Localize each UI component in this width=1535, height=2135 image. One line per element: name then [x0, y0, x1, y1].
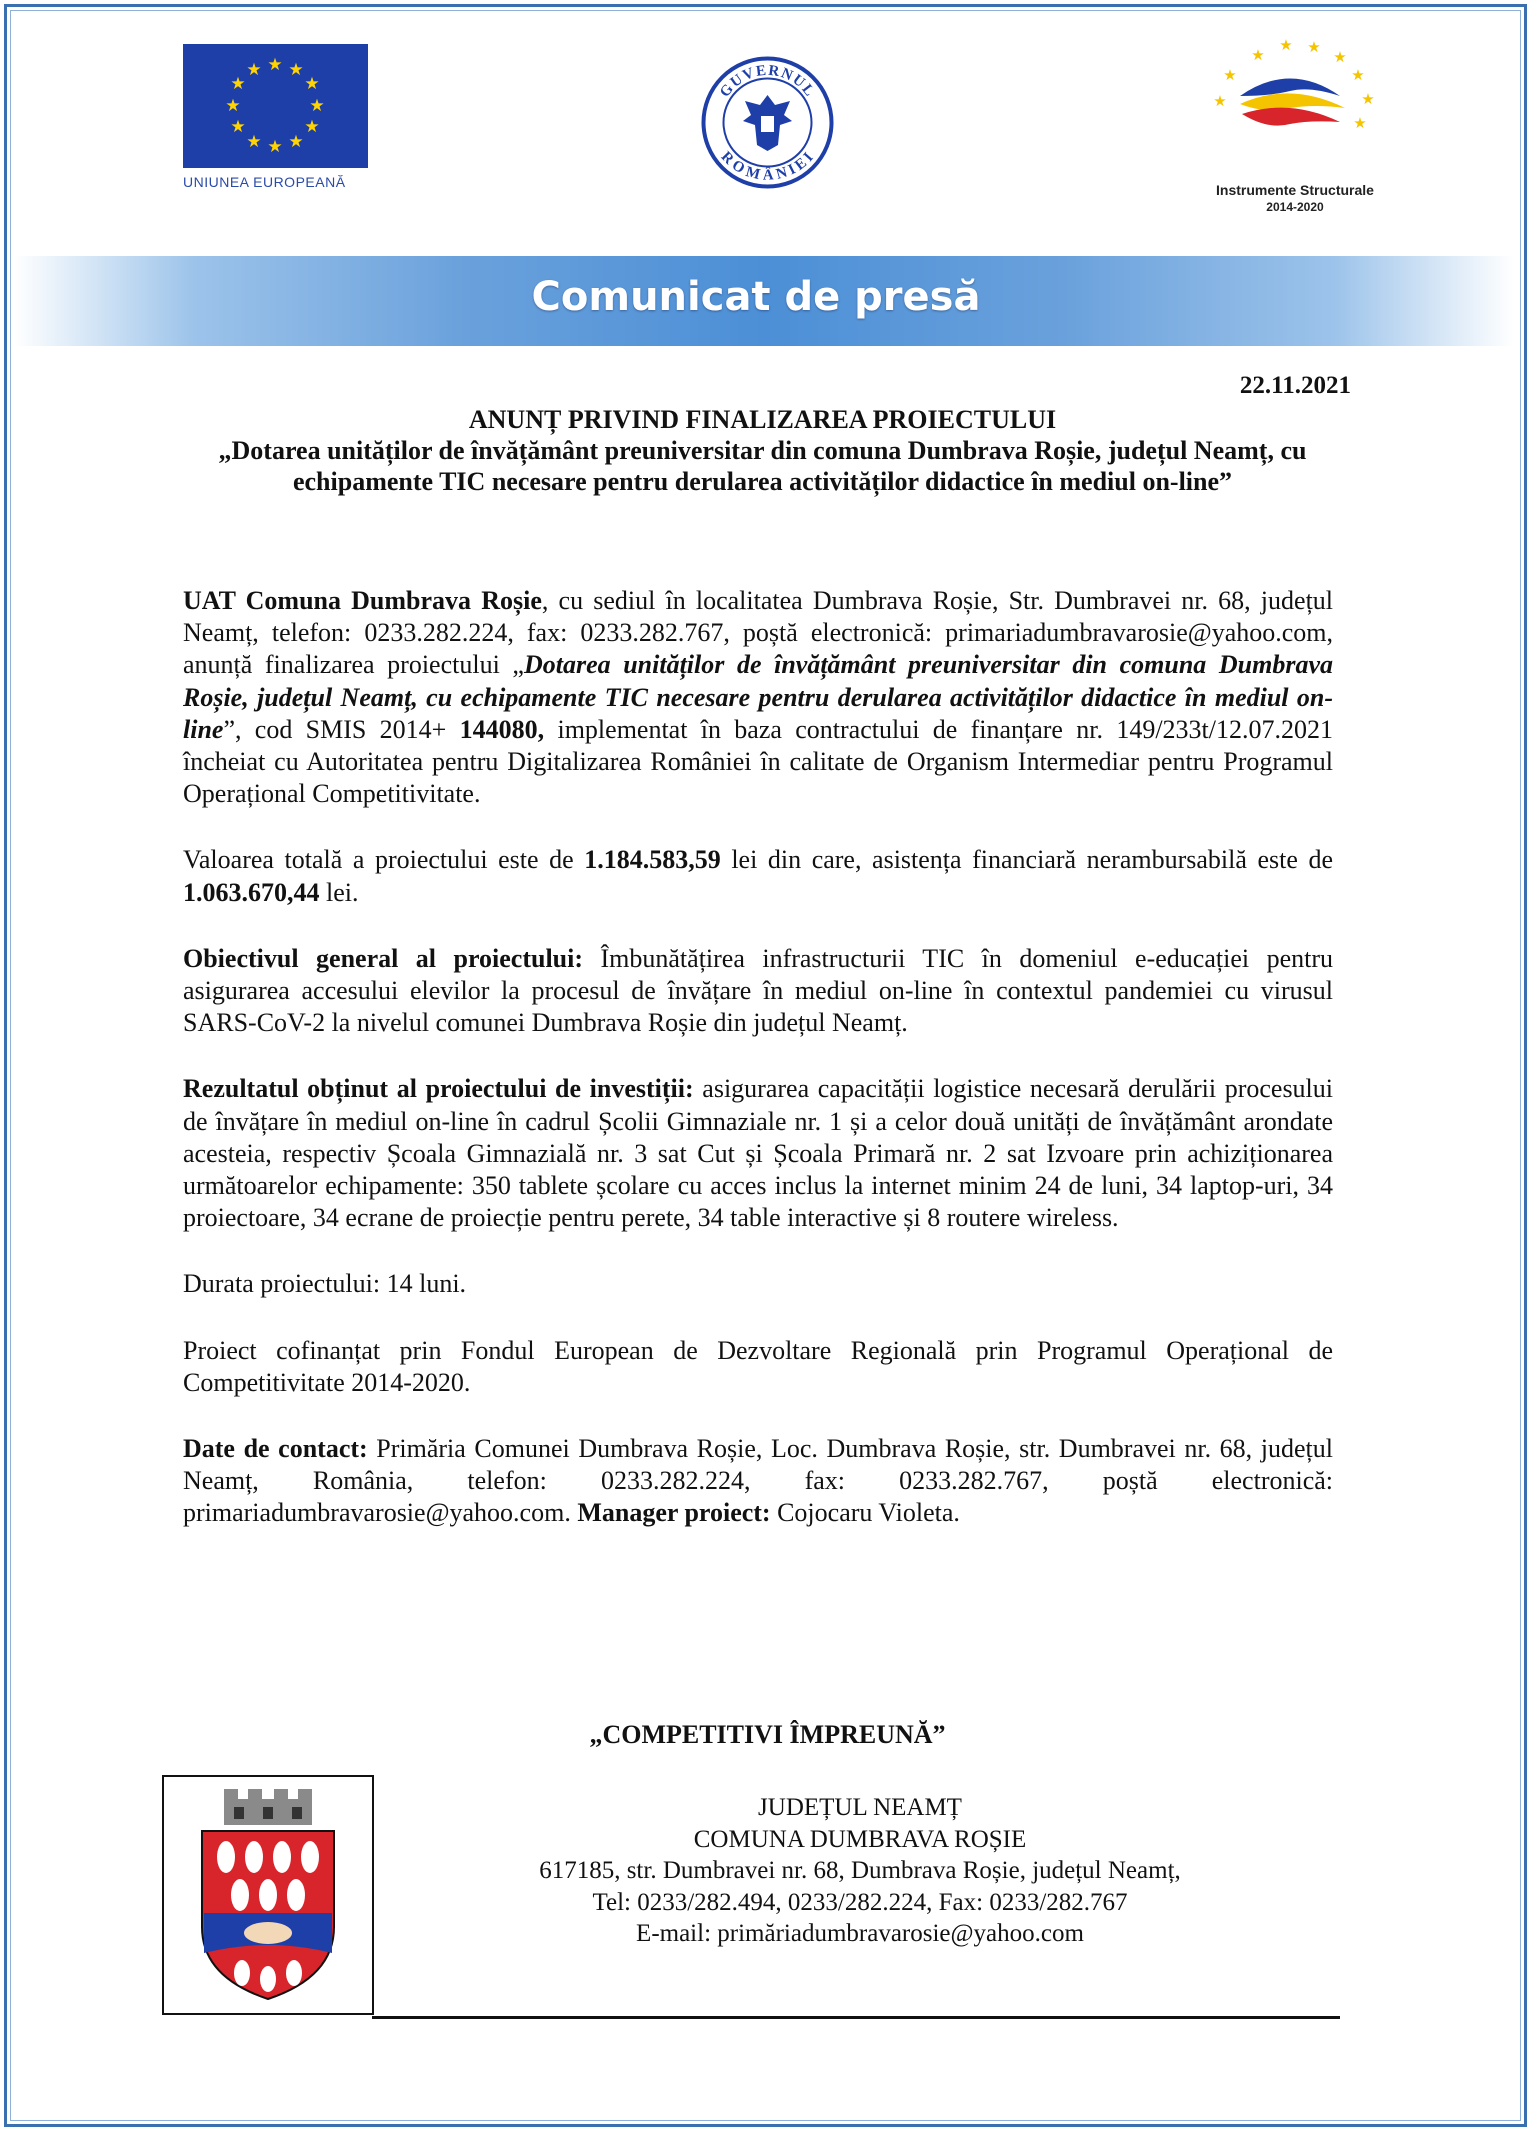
svg-text:★: ★ — [246, 60, 262, 80]
svg-text:★: ★ — [288, 132, 304, 152]
gov-seal-text-bottom: ROMÂNIEI — [717, 148, 818, 184]
paragraph-beneficiary — [183, 585, 1333, 810]
svg-text:★: ★ — [267, 137, 283, 157]
government-seal-icon — [700, 55, 835, 190]
p1-text-b: ”, cod SMIS 2014+ — [223, 714, 460, 744]
footer-divider — [372, 2016, 1340, 2019]
paragraph-objective — [183, 943, 1333, 1040]
p1-text-a: , cu sediul în localitatea Dumbrava Roșie, Str. Dumbravei nr. 68, județul Neamț, telefon: 0233.282.224, fax: 0233.282.767, poștă electronică: primariadumbravarosie@yahoo.com, anunță finalizarea proiectului „ — [183, 586, 1334, 680]
paragraph-cofinancing: Proiect cofinanțat prin Fondul European de Dezvoltare Regională prin Programul Operațional de Competitivitate 2014-2020. — [183, 1335, 1333, 1397]
commune-crest-box — [162, 1775, 374, 2015]
svg-text:★: ★ — [1251, 46, 1265, 64]
paragraph-duration: Durata proiectului: 14 luni. — [183, 1269, 467, 1299]
headline — [185, 404, 1340, 497]
beneficiary-name: UAT Comuna Dumbrava Roșie — [183, 586, 542, 615]
footer-commune: COMUNA DUMBRAVA ROȘIE — [693, 1825, 1027, 1853]
svg-text:★: ★ — [309, 96, 325, 116]
press-release-banner — [14, 256, 1514, 346]
slogan: „COMPETITIVI ÎMPREUNĂ” — [589, 1720, 946, 1749]
p1-text-c: implementat în baza contractului de finanțare nr. 149/233t/12.07.2021 încheiat cu Autoritatea pentru Digitalizarea României în calitate de Organism Intermediar pentru Programul Operațional Competitivitate. — [183, 714, 1333, 809]
svg-text:★: ★ — [267, 55, 283, 75]
svg-text:★: ★ — [1307, 38, 1321, 56]
structural-caption-line2: 2014-2020 — [1266, 200, 1324, 214]
svg-text:★: ★ — [288, 60, 304, 80]
footer-email: E-mail: primăriadumbravarosie@yahoo.com — [636, 1920, 1084, 1947]
svg-text:★: ★ — [1361, 90, 1375, 108]
svg-text:★: ★ — [1279, 36, 1293, 54]
svg-text:★: ★ — [1353, 114, 1367, 132]
svg-text:★: ★ — [225, 96, 241, 116]
eu-caption: UNIUNEA EUROPEANĂ — [183, 174, 346, 190]
p2-text-b: lei din care, asistența financiară nerambursabilă este de — [720, 845, 1334, 875]
result-text: asigurarea capacității logistice necesară derulării procesului de învățare în mediul on-line în cadrul Școlii Gimnaziale nr. 1 și a celor două unități de învățământ arondate acesteia, respectiv Școala Gimnazială nr. 3 sat Cut și Școala Primară nr. 2 sat Izvoare prin achiziționarea următoarelor echipamente: 350 tablete școlare cu acces inclus la internet minim 24 de luni, 34 laptop-uri, 34 proiectoare, 34 ecrane de proiecție pentru perete, 34 table interactive și 8 routere wireless. — [183, 1074, 1334, 1233]
p2-text-c: lei. — [319, 877, 359, 907]
contact-text: Primăria Comunei Dumbrava Roșie, Loc. Dumbrava Roșie, str. Dumbravei nr. 68, județul Neamț, România, telefon: 0233.282.224, fax: 0233.282.767, poștă electronică: primariadumbravarosie@yahoo.com. — [183, 1434, 1333, 1528]
release-date: 22.11.2021 — [1239, 372, 1351, 399]
objective-text: Îmbunătățirea infrastructurii TIC în domeniul e-educației pentru asigurarea accesului elevilor la procesul de învățare în mediul on-line în contextul pandemiei cu virusul SARS-CoV-2 la nivelul comunei Dumbrava Roșie din județul Neamț. — [183, 943, 1333, 1038]
footer-address-line: 617185, str. Dumbravei nr. 68, Dumbrava Roșie, județul Neamț, — [539, 1857, 1181, 1884]
result-label: Rezultatul obținut al proiectului de investiții: — [183, 1074, 694, 1104]
footer-phone: Tel: 0233/282.494, 0233/282.224, Fax: 0233/282.767 — [592, 1888, 1128, 1916]
svg-text:★: ★ — [304, 74, 320, 94]
paragraph-value — [183, 844, 1333, 908]
footer-county: JUDEȚUL NEAMȚ — [758, 1794, 962, 1821]
svg-text:★: ★ — [1223, 66, 1237, 84]
svg-text:★: ★ — [1333, 48, 1347, 66]
headline-line2: „Dotarea unităților de învățământ preuniversitar din comuna Dumbrava Roșie, județul Neamț, cu echipamente TIC necesare pentru derularea activităților didactice în mediul on-line” — [218, 436, 1307, 496]
paragraph-result — [183, 1073, 1333, 1234]
manager-name: Cojocaru Violeta. — [770, 1498, 960, 1528]
svg-text:★: ★ — [230, 74, 246, 94]
commune-coat-of-arms-icon — [164, 1777, 372, 2013]
banner-title: Comunicat de presă — [531, 274, 981, 320]
manager-label: Manager proiect: — [577, 1498, 771, 1528]
total-value: 1.184.583,59 — [584, 845, 721, 875]
svg-text:★: ★ — [304, 117, 320, 137]
p2-text-a: Valoarea totală a proiectului este de — [183, 845, 585, 875]
contact-label: Date de contact: — [183, 1434, 368, 1464]
eu-flag-icon — [183, 44, 368, 168]
structural-caption-line1: Instrumente Structurale — [1216, 182, 1374, 198]
svg-text:★: ★ — [1351, 66, 1365, 84]
structural-instruments-icon — [1190, 36, 1400, 176]
paragraph-contact — [183, 1433, 1333, 1530]
gov-seal-text-top: GUVERNUL — [716, 62, 819, 101]
smis-code: 144080, — [459, 714, 545, 744]
project-title-italic: Dotarea unităților de învățământ preuniversitar din comuna Dumbrava Roșie, județul Neamț, cu echipamente TIC necesare pentru derularea activităților didactice în mediul on-line — [183, 650, 1333, 744]
footer-address — [440, 1792, 1280, 1950]
structural-instruments-logo — [1190, 36, 1400, 226]
body-text — [183, 585, 1333, 1564]
svg-text:★: ★ — [230, 117, 246, 137]
eu-logo — [183, 44, 368, 192]
headline-line1: ANUNȚ PRIVIND FINALIZAREA PROIECTULUI — [468, 405, 1057, 434]
objective-label: Obiectivul general al proiectului: — [183, 943, 584, 973]
svg-text:★: ★ — [246, 132, 262, 152]
grant-value: 1.063.670,44 — [183, 877, 320, 907]
svg-text:★: ★ — [1213, 92, 1227, 110]
